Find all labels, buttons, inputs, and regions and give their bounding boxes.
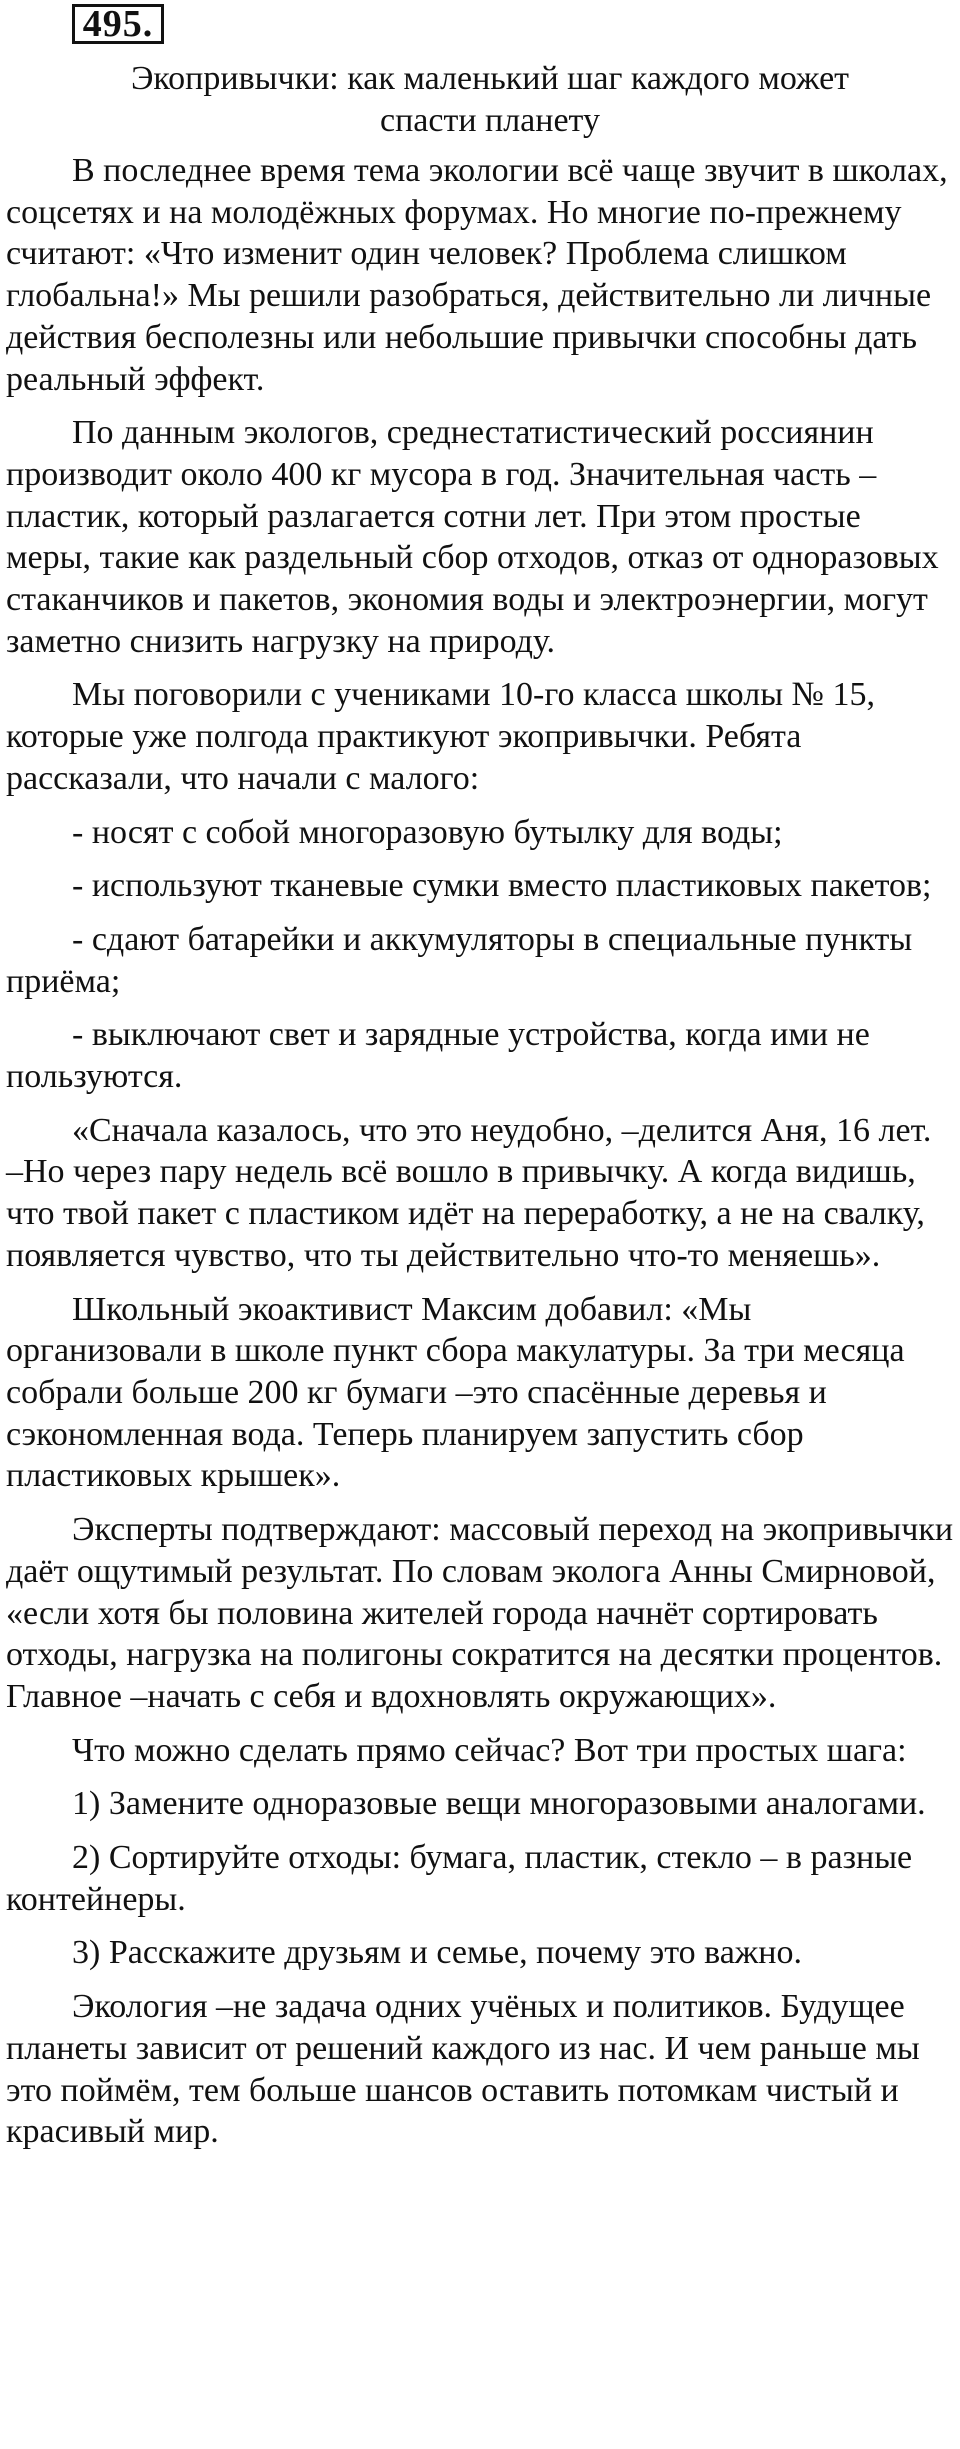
step-item: 2) Сортируйте отходы: бумага, пластик, стекло – в разные контейнеры. <box>6 1839 913 1918</box>
list-item: - носят с собой многоразовую бутылку для воды; <box>72 813 783 851</box>
paragraph-statistics: По данным экологов, среднестатистический россиянин производит около 400 кг мусора в год. Значительная часть – пластик, который разлагается сотни лет. При этом простые меры, такие как раздельный сбор отходов, отказ от одноразовых стаканчиков и пакетов, экономия воды и электроэнергии, могут заметно снизить нагрузку на природу. <box>6 414 939 660</box>
paragraph-conclusion: Экология –не задача одних учёных и политиков. Будущее планеты зависит от решений каждого из нас. И чем раньше мы это поймём, тем больше шансов оставить потомкам чистый и красивый мир. <box>6 1988 920 2151</box>
list-item: - выключают свет и зарядные устройства, когда ими не пользуются. <box>6 1016 870 1096</box>
paragraph-intro: В последнее время тема экологии всё чаще звучит в школах, соцсетях и на молодёжных форумах. Но многие по-прежнему считают: «Что изменит один человек? Проблема слишком глобальна!» Мы решили разобраться, действительно ли личные действия бесполезны или небольшие привычки способны дать реальный эффект. <box>6 152 948 398</box>
paragraph-students: Мы поговорили с учениками 10-го класса школы № 15, которые уже полгода практикуют экопривычки. Ребята рассказали, что начали с малого: <box>6 676 875 797</box>
paragraph-quote-anya: «Сначала казалось, что это неудобно, –делится Аня, 16 лет. –Но через пару недель всё вошло в привычку. А когда видишь, что твой пакет с пластиком идёт на переработку, а не на свалку, появляется чувство, что ты действительно что-то меняешь». <box>6 1111 932 1274</box>
paragraph-quote-maxim: Школьный экоактивист Максим добавил: «Мы организовали в школе пункт сбора макулатуры. За три месяца собрали больше 200 кг бумаги –это спасённые деревья и сэкономленная вода. Теперь планируем запустить сбор пластиковых крышек». <box>6 1290 905 1495</box>
step-item: 1) Замените одноразовые вещи многоразовыми аналогами. <box>72 1785 926 1823</box>
exercise-number: 495. <box>72 4 164 44</box>
paragraph-experts: Эксперты подтверждают: массовый переход на экопривычки даёт ощутимый результат. По словам эколога Анны Смирновой, «если хотя бы половина жителей города начнёт сортировать отходы, нагрузка на полигоны сократится на десятки процентов. Главное –начать с себя и вдохновлять окружающих». <box>6 1511 954 1715</box>
list-item: - сдают батарейки и аккумуляторы в специальные пункты приёма; <box>6 920 913 1000</box>
paragraph-steps-intro: Что можно сделать прямо сейчас? Вот три простых шага: <box>72 1731 907 1769</box>
step-item: 3) Расскажите друзьям и семье, почему это важно. <box>72 1934 802 1972</box>
article-body <box>6 150 954 2153</box>
list-item: - используют тканевые сумки вместо пластиковых пакетов; <box>72 867 932 905</box>
article-title: Экопривычки: как маленький шаг каждого может спасти планету <box>130 60 850 139</box>
